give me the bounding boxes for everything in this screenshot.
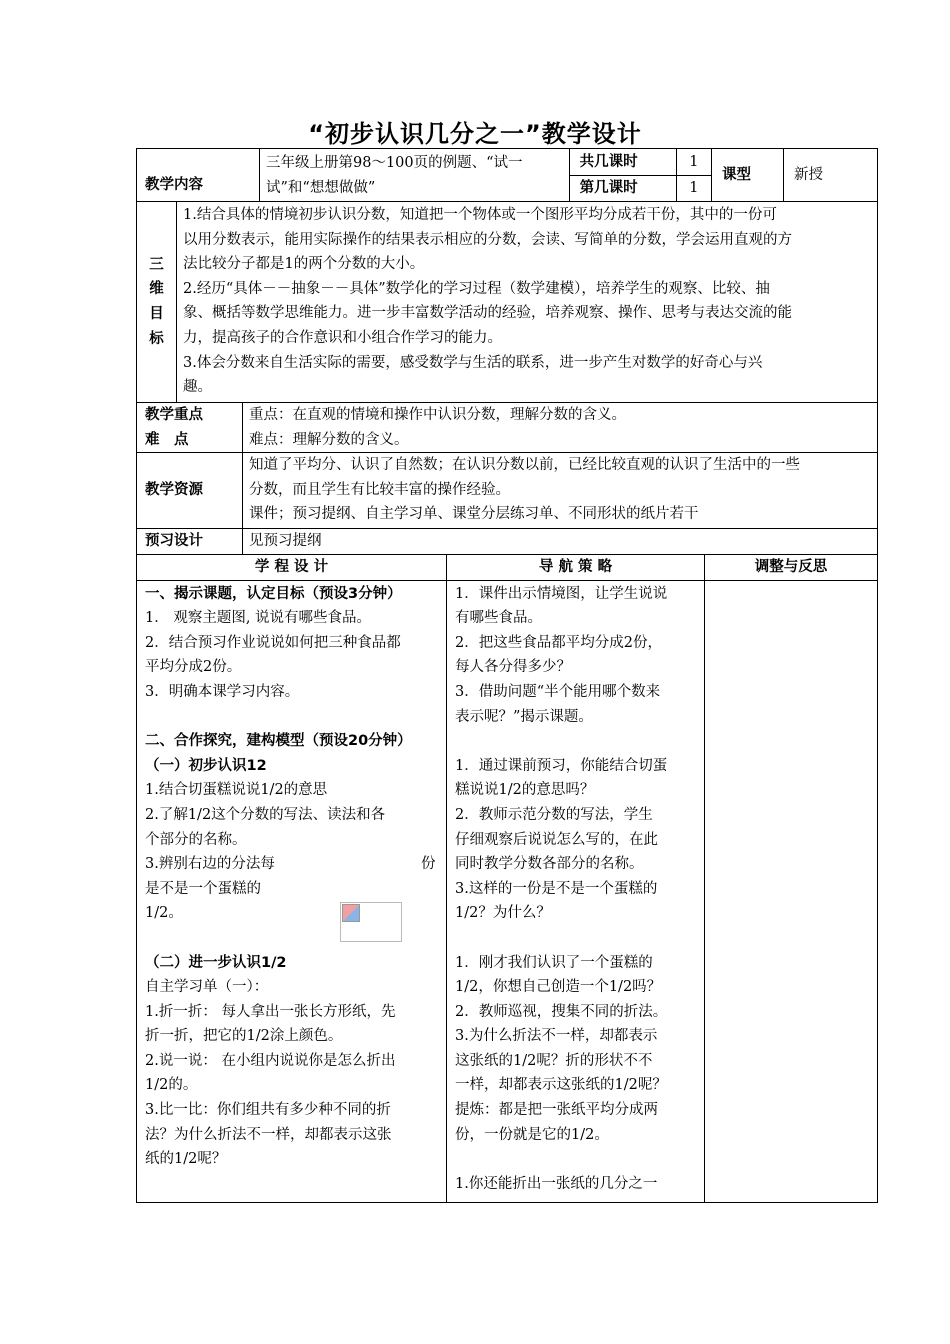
- total-lessons-value: 1: [689, 154, 699, 170]
- list-item: 是不是一个蛋糕的: [145, 880, 261, 897]
- list-item: 1.折一折： 每人拿出一张长方形纸，先: [145, 1003, 396, 1020]
- list-item: 1/2？为什么？: [455, 905, 551, 922]
- total-lessons-label: 共几课时: [570, 149, 677, 175]
- subsection-2-title: （二）进一步认识1/2: [145, 954, 287, 971]
- type-cell: [712, 149, 878, 202]
- resources-label: 教学资源: [137, 453, 243, 529]
- list-item: 2.说一说： 在小组内说说你是怎么折出: [145, 1052, 396, 1069]
- list-item: 纸的1/2呢？: [145, 1151, 227, 1168]
- list-item: 1/2。: [145, 905, 183, 922]
- list-item: 1.结合切蛋糕说说1/2的意思: [145, 782, 328, 799]
- goals-table: [136, 201, 878, 403]
- section-1-title: 一、揭示课题，认定目标（预设3分钟）: [145, 585, 402, 602]
- list-item: 3.这样的一份是不是一个蛋糕的: [455, 880, 658, 897]
- difficult-point: 难点：理解分数的含义。: [249, 431, 409, 448]
- list-item: 1．通过课前预习，你能结合切蛋: [455, 757, 668, 774]
- key-label: 教学重点 难 点: [137, 403, 243, 453]
- subsection-1-title: （一）初步认识12: [145, 757, 267, 774]
- key-text: [243, 403, 878, 453]
- list-item: 1． 观察主题图, 说说有哪些食品。: [145, 610, 372, 627]
- key-point: 重点：在直观的情境和操作中认识分数，理解分数的含义。: [249, 407, 626, 423]
- learning-column: [137, 580, 447, 1202]
- document-title: “初步认识几分之一”教学设计: [308, 120, 642, 148]
- list-item: 3．明确本课学习内容。: [145, 683, 300, 700]
- guidance-column: [447, 580, 705, 1202]
- column-header-guidance: 导 航 策 略: [447, 555, 705, 581]
- list-item: 每人各分得多少？: [455, 659, 571, 676]
- lesson-process-table: [136, 554, 878, 1203]
- current-lesson-value: 1: [689, 180, 699, 196]
- list-item: 糕说说1/2的意思吗？: [455, 782, 595, 799]
- list-item: 3．借助问题“半个能用哪个数来: [455, 683, 661, 700]
- list-item: 1．课件出示情境图，让学生说说: [455, 585, 668, 602]
- list-item: 2．把这些食品都平均分成2份，: [455, 634, 662, 651]
- list-item: 份，一份就是它的1/2。: [455, 1126, 609, 1143]
- cake-image-placeholder: [340, 902, 402, 942]
- goals-label: 三 维 目 标: [137, 202, 177, 403]
- goals-text: 1.结合具体的情境初步认识分数，知道把一个物体或一个图形平均分成若干份，其中的一份可 以用分数表示，能用实际操作的结果表示相应的分数，会读、写简单的分数，学会运用直观的方 法比较分子都是1的两个分数的大小。 2.经历“具体－－抽象－－具体”数学化的学习过程（数学建模），培养学生的观察、比较、抽 象、概括等数学思维能力。进一步丰富数学活动的经验，培养观察、操作、思考与表达交流的能 力，提高孩子的合作意识和小组合作学习的能力。 3.体会分数来自生活实际的需要，感受数学与生活的联系，进一步产生对数学的好奇心与兴 趣。: [177, 202, 878, 403]
- content-line-1: 三年级上册第98～100页的例题、“试一: [266, 155, 523, 171]
- list-item: 1/2的。: [145, 1077, 198, 1094]
- preview-label: 预习设计: [137, 529, 243, 555]
- list-item: 有哪些食品。: [455, 610, 542, 627]
- type-label: 课型: [712, 149, 784, 201]
- list-item: 1.你还能折出一张纸的几分之一: [455, 1175, 658, 1192]
- key-table: [136, 402, 878, 555]
- lesson-info-table: [136, 148, 878, 202]
- list-item: 同时教学分数各部分的名称。: [455, 856, 644, 873]
- list-item: 提炼：都是把一张纸平均分成两: [455, 1102, 658, 1119]
- list-item: 1．刚才我们认识了一个蛋糕的: [455, 954, 653, 971]
- list-item: 1/2，你想自己创造一个1/2吗？: [455, 979, 662, 996]
- reflection-column: [705, 580, 878, 1202]
- content-label: 教学内容: [137, 149, 260, 202]
- list-item: 仔细观察后说说怎么写的，在此: [455, 831, 658, 848]
- list-item: 自主学习单（一）：: [145, 979, 269, 996]
- column-header-learning: 学 程 设 计: [137, 555, 447, 581]
- type-value: 新授: [794, 167, 823, 183]
- list-item: 2.了解1/2这个分数的写法、读法和各: [145, 806, 386, 823]
- current-lesson-label: 第几课时: [570, 176, 677, 201]
- list-item: 3.为什么折法不一样，却都表示: [455, 1028, 658, 1045]
- preview-value: 见预习提纲: [243, 529, 878, 555]
- list-item: 2．结合预习作业说说如何把三种食品都: [145, 634, 401, 651]
- list-item: 一样，却都表示这张纸的1/2呢？: [455, 1077, 667, 1094]
- content-cell: [260, 149, 712, 202]
- list-item: 2．教师示范分数的写法，学生: [455, 806, 653, 823]
- list-item: 这张纸的1/2呢？折的形状不不: [455, 1052, 653, 1069]
- list-item: 个部分的名称。: [145, 831, 247, 848]
- list-item: 2．教师巡视，搜集不同的折法。: [455, 1003, 668, 1020]
- column-header-reflection: 调整与反思: [705, 555, 878, 581]
- list-item: 法？为什么折法不一样，却都表示这张: [145, 1126, 392, 1143]
- section-2-title: 二、合作探究，建构模型（预设20分钟）: [145, 733, 412, 750]
- broken-image-icon: [342, 904, 360, 922]
- list-item: 平均分成2份。: [145, 659, 242, 676]
- resources-text: 知道了平均分、认识了自然数；在认识分数以前，已经比较直观的认识了生活中的一些 分数，而且学生有比较丰富的操作经验。 课件；预习提纲、自主学习单、课堂分层练习单、不同形状的纸片若干: [243, 453, 878, 529]
- list-item: 3.比一比：你们组共有多少种不同的折: [145, 1102, 391, 1119]
- list-item: 3.辨别右边的分法每 份: [145, 856, 436, 873]
- list-item: 折一折，把它的1/2涂上颜色。: [145, 1028, 343, 1045]
- content-line-2: 试”和“想想做做”: [266, 179, 376, 196]
- list-item: 表示呢？”揭示课题。: [455, 708, 593, 725]
